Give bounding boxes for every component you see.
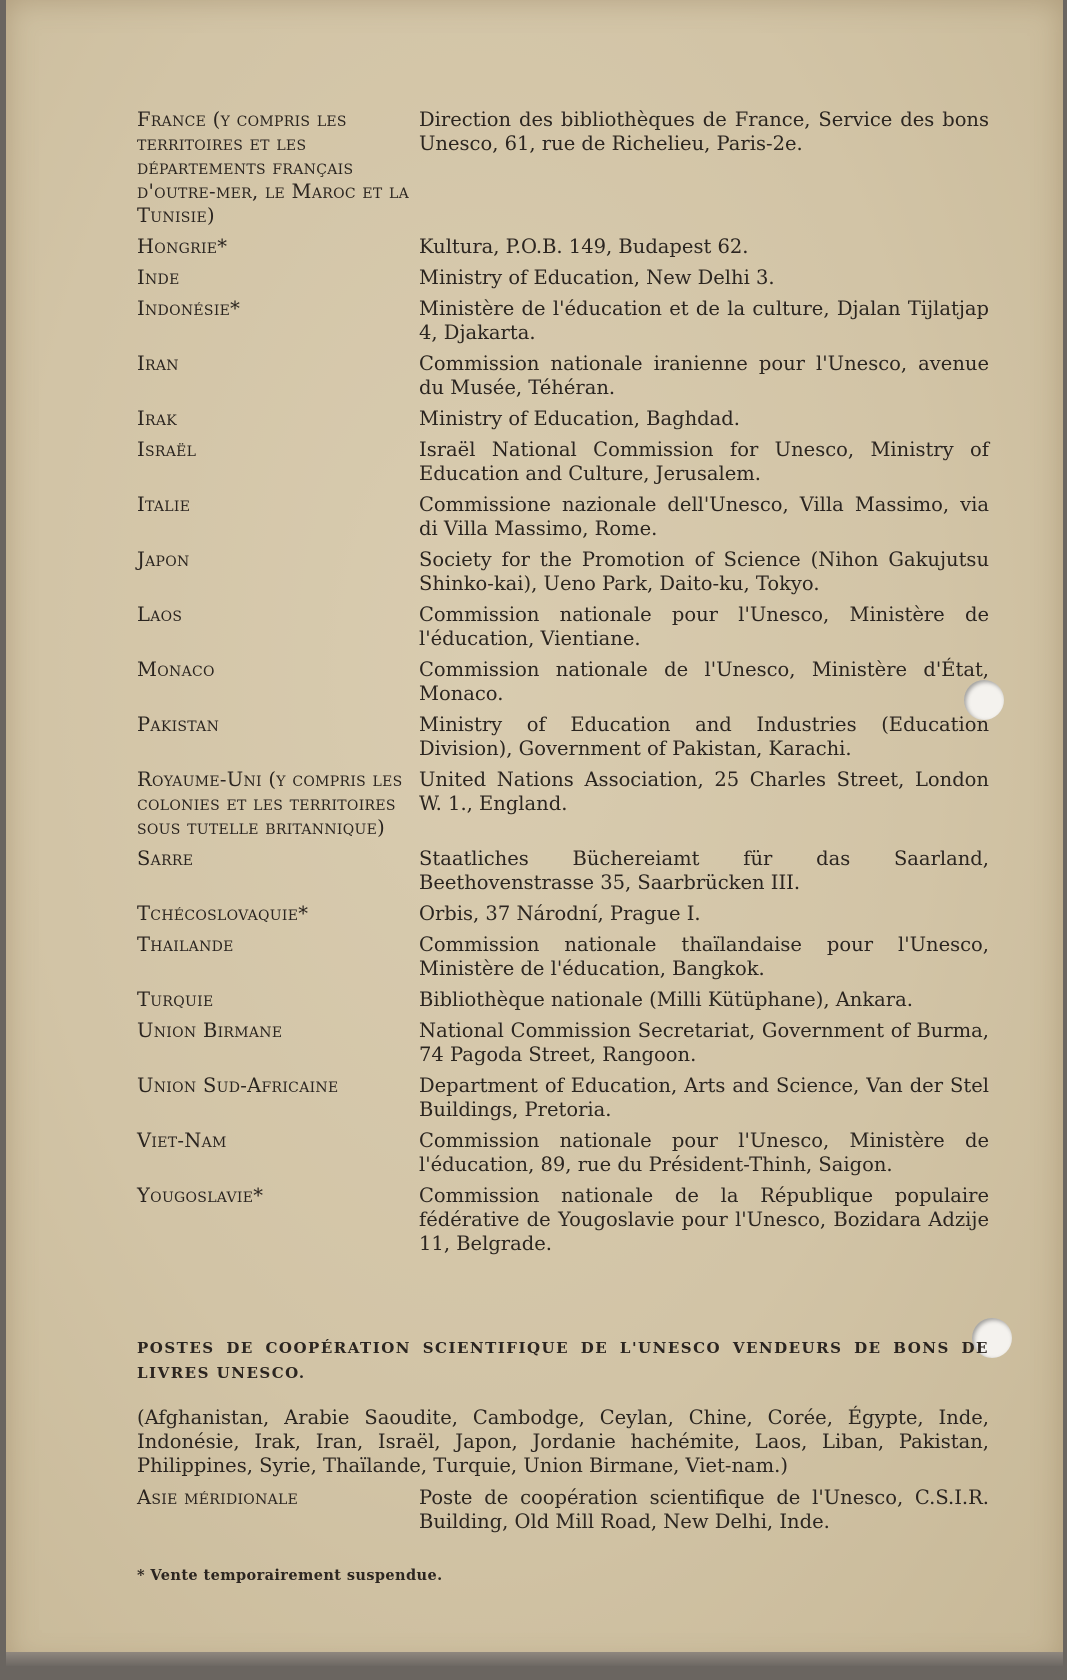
country-name: Hongrie* — [137, 235, 228, 258]
entry-row — [137, 847, 989, 895]
address-text: Commission nationale pour l'Unesco, Ministère de l'éducation, Vientiane. — [419, 603, 989, 650]
section-heading: POSTES DE COOPÉRATION SCIENTIFIQUE DE L'UNESCO VENDEURS DE BONS DE LIVRES UNESCO. — [137, 1339, 989, 1382]
country-name: France (y compris les territoires et les départements français d'outre-mer, le Maroc et la Tunisie) — [137, 108, 410, 227]
country-name: Monaco — [137, 658, 215, 681]
entry-row — [137, 658, 989, 706]
address-text: Society for the Promotion of Science (Nihon Gakujutsu Shinko-kai), Ueno Park, Daito-ku, Tokyo. — [419, 548, 989, 595]
entry-row — [137, 768, 989, 840]
address-text: Commission nationale pour l'Unesco, Ministère de l'éducation, 89, rue du Président-Thinh, Saigon. — [419, 1129, 989, 1176]
entry-row — [137, 1019, 989, 1067]
entry-row — [137, 493, 989, 541]
entry-row — [137, 548, 989, 596]
entry-row — [137, 1486, 989, 1534]
country-name: Tchécoslovaquie* — [137, 902, 309, 925]
address-text: Ministry of Education, New Delhi 3. — [419, 266, 775, 289]
country-name: Iran — [137, 352, 179, 375]
entry-row — [137, 297, 989, 345]
address-directory — [137, 108, 989, 1588]
entry-row — [137, 407, 989, 431]
footnote: * Vente temporairement suspendue. — [137, 1567, 443, 1584]
entry-row — [137, 438, 989, 486]
document-page — [6, 0, 1063, 1666]
address-text: Ministère de l'éducation et de la culture, Djalan Tijlatjap 4, Djakarta. — [419, 297, 989, 344]
entry-row — [137, 266, 989, 290]
page-bottom-edge — [6, 1652, 1063, 1666]
country-name: Asie méridionale — [137, 1486, 299, 1509]
entry-row — [137, 933, 989, 981]
address-text: Staatliches Büchereiamt für das Saarland, Beethovenstrasse 35, Saarbrücken III. — [419, 847, 989, 894]
entry-row — [137, 1184, 989, 1256]
address-text: Poste de coopération scientifique de l'Unesco, C.S.I.R. Building, Old Mill Road, New Delhi, Inde. — [419, 1486, 989, 1533]
country-name: Israël — [137, 438, 197, 461]
countries-list: (Afghanistan, Arabie Saoudite, Cambodge, Ceylan, Chine, Corée, Égypte, Inde, Indonésie, Irak, Iran, Israël, Japon, Jordanie hachémite, Laos, Liban, Pakistan, Philippines, Syrie, Thaïlande, Turquie, Union Birmane, Viet-nam.) — [137, 1406, 989, 1477]
entry-row — [137, 352, 989, 400]
address-text: National Commission Secretariat, Government of Burma, 74 Pagoda Street, Rangoon. — [419, 1019, 989, 1066]
address-text: Ministry of Education, Baghdad. — [419, 407, 740, 430]
entry-row — [137, 902, 989, 926]
country-name: Yougoslavie* — [137, 1184, 264, 1207]
address-text: Direction des bibliothèques de France, Service des bons Unesco, 61, rue de Richelieu, Paris-2e. — [419, 108, 989, 155]
country-name: Inde — [137, 266, 180, 289]
address-text: Ministry of Education and Industries (Education Division), Government of Pakistan, Karachi. — [419, 713, 989, 760]
country-name: Sarre — [137, 847, 194, 870]
country-name: Viet-Nam — [137, 1129, 227, 1152]
entry-row — [137, 108, 989, 228]
address-text: Israël National Commission for Unesco, Ministry of Education and Culture, Jerusalem. — [419, 438, 989, 485]
country-name: Indonésie* — [137, 297, 241, 320]
country-name: Italie — [137, 493, 191, 516]
address-text: Commission nationale de l'Unesco, Ministère d'État, Monaco. — [419, 658, 989, 705]
country-name: Pakistan — [137, 713, 220, 736]
address-text: Kultura, P.O.B. 149, Budapest 62. — [419, 235, 749, 258]
entry-row — [137, 235, 989, 259]
entry-row — [137, 1074, 989, 1122]
entry-row — [137, 603, 989, 651]
country-name: Union Birmane — [137, 1019, 283, 1042]
entry-row — [137, 1129, 989, 1177]
address-text: Commission nationale iranienne pour l'Unesco, avenue du Musée, Téhéran. — [419, 352, 989, 399]
address-text: Department of Education, Arts and Science, Van der Stel Buildings, Pretoria. — [419, 1074, 989, 1121]
country-name: Royaume-Uni (y compris les colonies et les territoires sous tutelle britannique) — [137, 768, 403, 839]
country-name: Laos — [137, 603, 183, 626]
country-name: Thailande — [137, 933, 234, 956]
country-name: Turquie — [137, 988, 214, 1011]
country-name: Irak — [137, 407, 178, 430]
address-text: Commissione nazionale dell'Unesco, Villa Massimo, via di Villa Massimo, Rome. — [419, 493, 989, 540]
entry-row — [137, 988, 989, 1012]
address-text: Orbis, 37 Národní, Prague I. — [419, 902, 701, 925]
country-name: Japon — [137, 548, 190, 571]
address-text: Commission nationale de la République populaire fédérative de Yougoslavie pour l'Unesco, Bozidara Adzije 11, Belgrade. — [419, 1184, 989, 1255]
address-text: Commission nationale thaïlandaise pour l'Unesco, Ministère de l'éducation, Bangkok. — [419, 933, 989, 980]
address-text: Bibliothèque nationale (Milli Kütüphane), Ankara. — [419, 988, 913, 1011]
entry-list — [137, 108, 989, 1256]
country-name: Union Sud-Africaine — [137, 1074, 339, 1097]
address-text: United Nations Association, 25 Charles Street, London W. 1., England. — [419, 768, 989, 815]
entry-row — [137, 713, 989, 761]
